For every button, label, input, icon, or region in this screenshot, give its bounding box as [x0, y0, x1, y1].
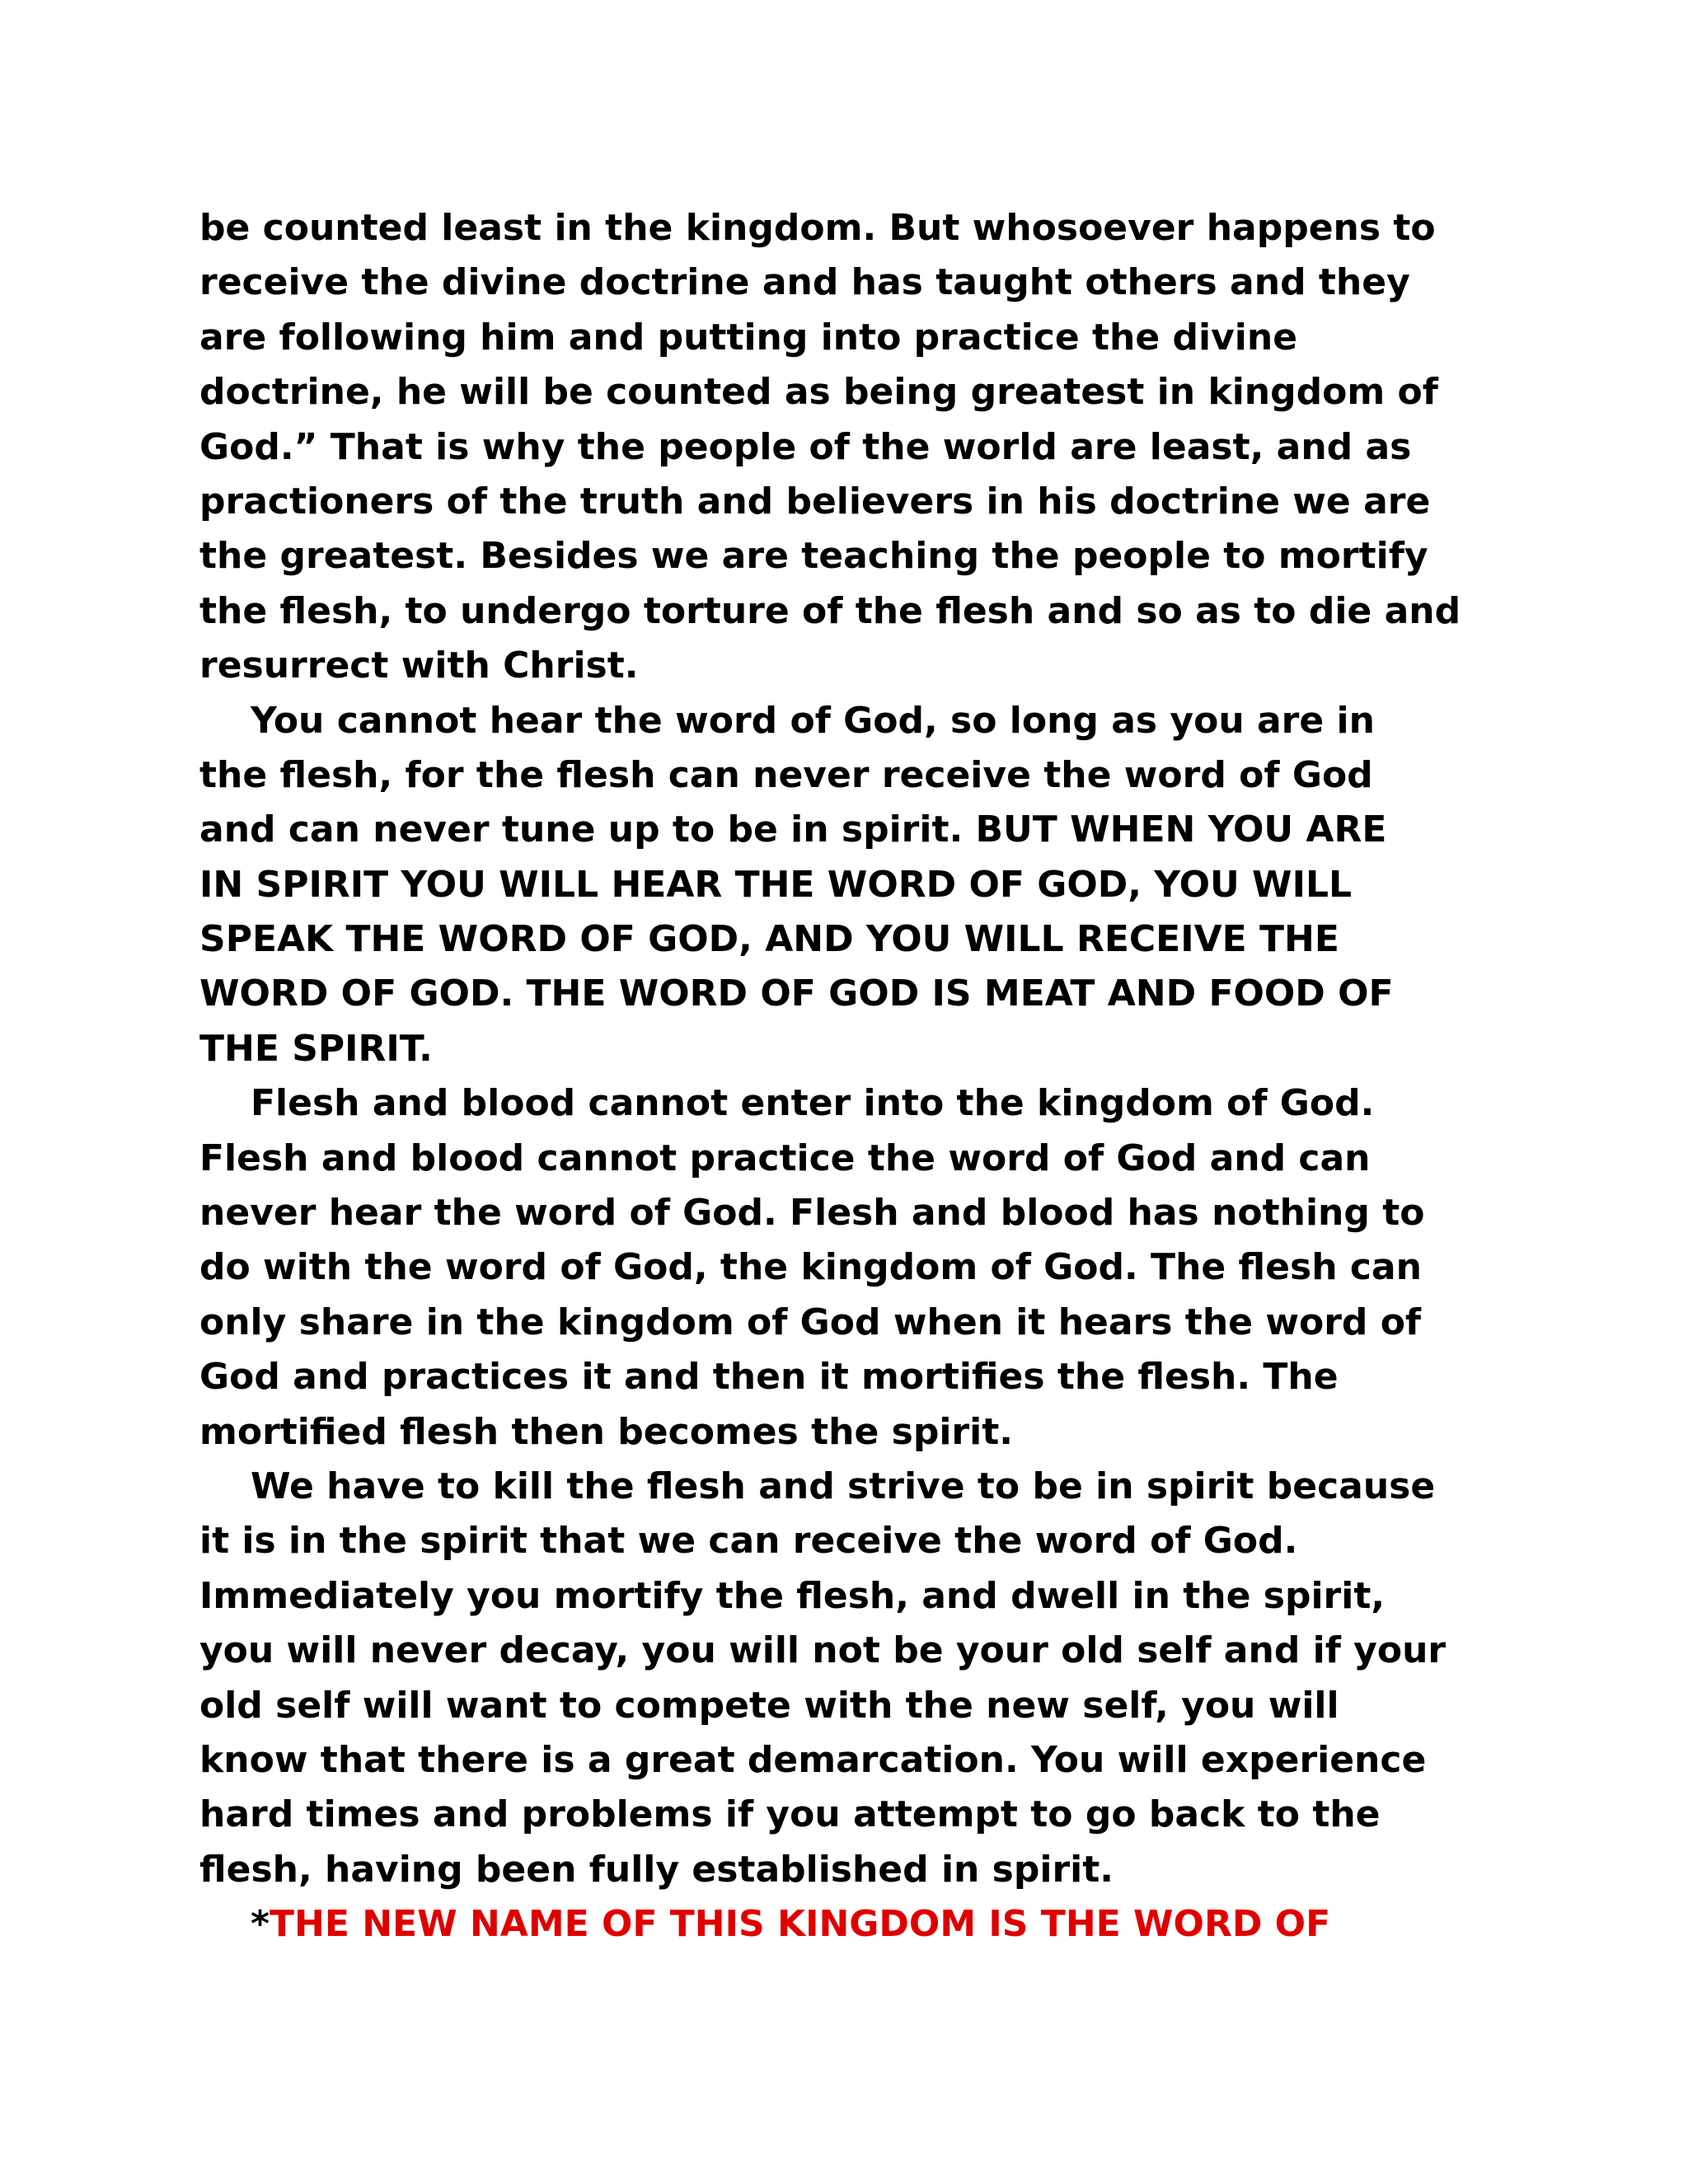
text-line: old self will want to compete with the new self, you will: [199, 1684, 1339, 1727]
text-line: Immediately you mortify the flesh, and dwell in the spirit,: [199, 1574, 1386, 1617]
text-line: do with the word of God, the kingdom of God. The flesh can: [199, 1246, 1422, 1289]
text-line: only share in the kingdom of God when it hears the word of: [199, 1301, 1422, 1343]
asterisk-marker: *: [251, 1903, 270, 1946]
paragraph-2: [199, 694, 1502, 1077]
text-line: practioners of the truth and believers in his doctrine we are: [199, 480, 1431, 523]
text-line: Flesh and blood cannot practice the word of God and can: [199, 1137, 1371, 1179]
text-line: Flesh and blood cannot enter into the kingdom of God.: [251, 1082, 1375, 1125]
text-line: it is in the spirit that we can receive the word of God.: [199, 1520, 1298, 1563]
text-line: You cannot hear the word of God, so long as you are in: [251, 699, 1375, 742]
body-text: [199, 201, 1502, 1952]
red-heading-text: THE NEW NAME OF THIS KINGDOM IS THE WORD OF: [270, 1903, 1331, 1946]
text-line: WORD OF GOD. THE WORD OF GOD IS MEAT AND FOOD OF: [199, 972, 1394, 1015]
text-line: THE SPIRIT.: [199, 1027, 433, 1070]
text-line: and can never tune up to be in spirit. BUT WHEN YOU ARE: [199, 808, 1387, 851]
text-line: the flesh, to undergo torture of the flesh and so as to die and: [199, 589, 1461, 632]
paragraph-4: [199, 1460, 1502, 1897]
text-line: IN SPIRIT YOU WILL HEAR THE WORD OF GOD, YOU WILL: [199, 863, 1353, 906]
paragraph-1: [199, 201, 1502, 694]
text-line: never hear the word of God. Flesh and blood has nothing to: [199, 1192, 1425, 1235]
text-line: SPEAK THE WORD OF GOD, AND YOU WILL RECEIVE THE: [199, 918, 1339, 961]
text-line: resurrect with Christ.: [199, 644, 639, 687]
text-line: are following him and putting into practice the divine: [199, 316, 1298, 359]
text-line: God.” That is why the people of the world are least, and as: [199, 425, 1412, 468]
text-line: be counted least in the kingdom. But whosoever happens to: [199, 207, 1436, 249]
text-line: the greatest. Besides we are teaching the people to mortify: [199, 535, 1428, 578]
text-line: doctrine, he will be counted as being greatest in kingdom of: [199, 371, 1438, 414]
text-line: hard times and problems if you attempt to go back to the: [199, 1793, 1381, 1836]
highlighted-heading-line: [199, 1897, 1502, 1952]
text-line: flesh, having been fully established in spirit.: [199, 1848, 1114, 1891]
text-line: know that there is a great demarcation. You will experience: [199, 1738, 1427, 1781]
text-line: We have to kill the flesh and strive to be in spirit because: [251, 1465, 1436, 1507]
text-line: God and practices it and then it mortifies the flesh. The: [199, 1356, 1339, 1399]
text-line: you will never decay, you will not be your old self and if your: [199, 1629, 1447, 1672]
text-line: receive the divine doctrine and has taught others and they: [199, 261, 1410, 304]
text-line: the flesh, for the flesh can never receive the word of God: [199, 753, 1373, 796]
paragraph-3: [199, 1076, 1502, 1460]
text-line: mortified flesh then becomes the spirit.: [199, 1410, 1013, 1453]
